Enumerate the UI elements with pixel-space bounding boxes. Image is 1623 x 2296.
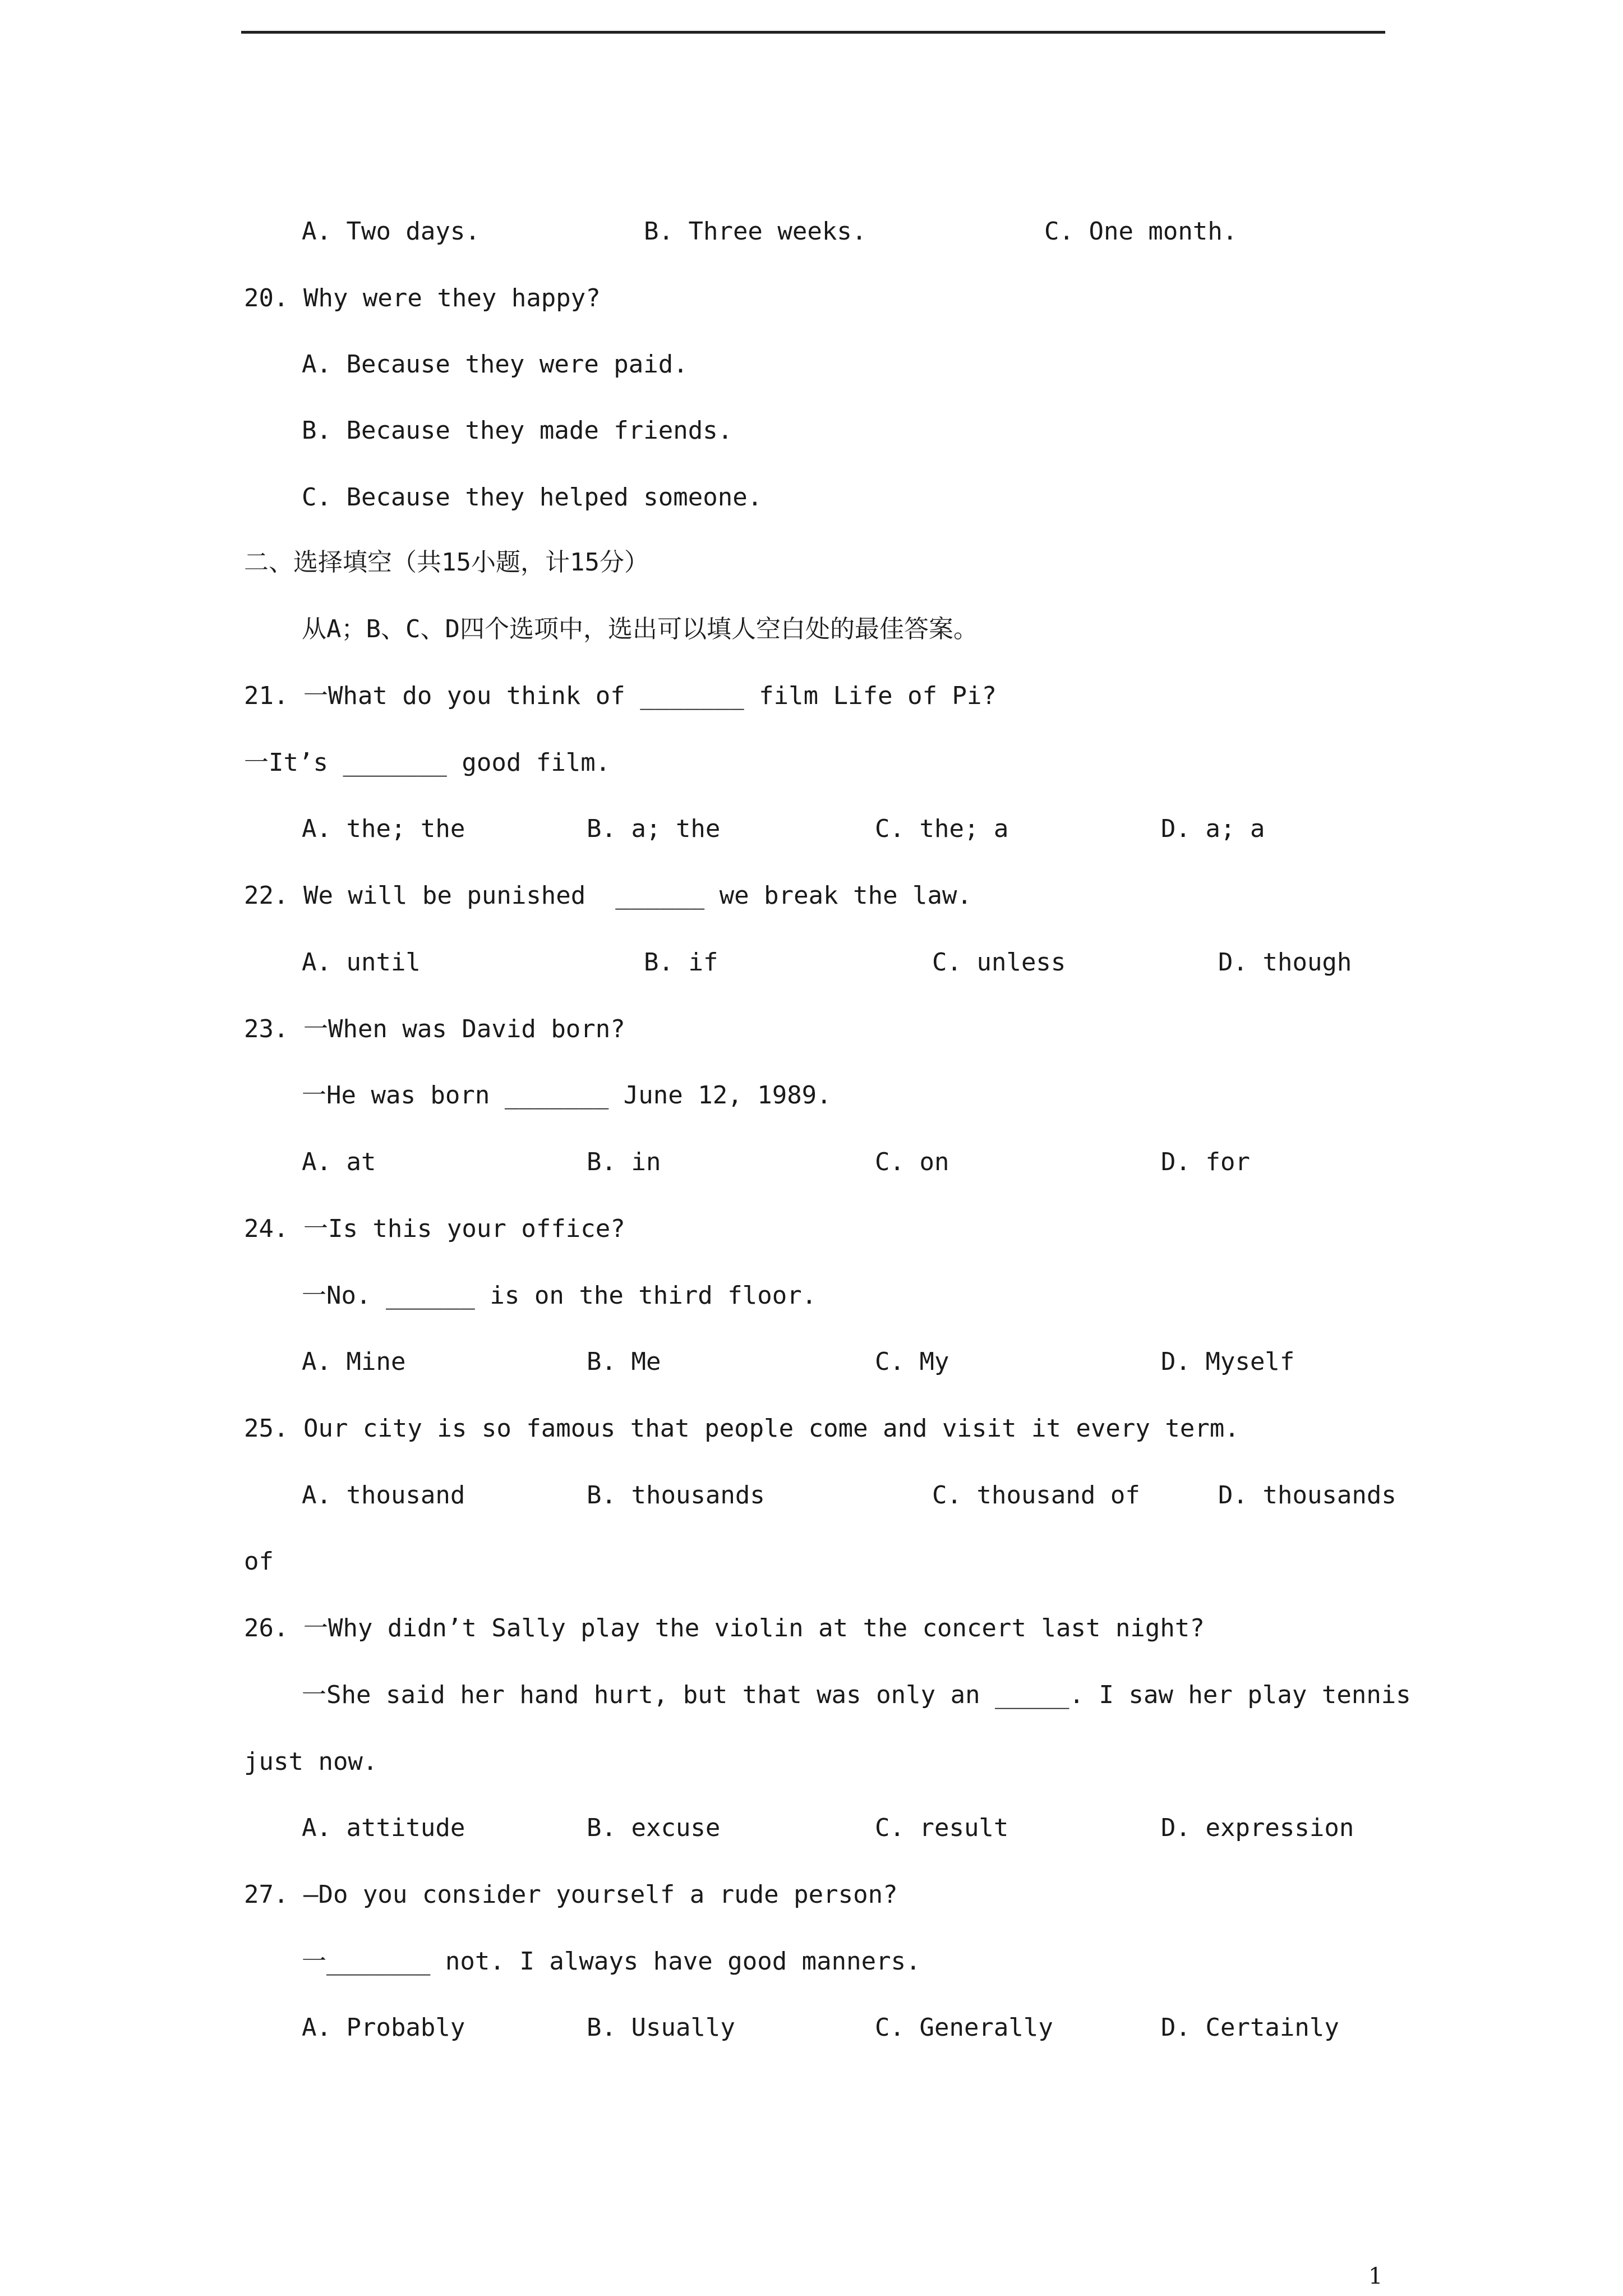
q24-option-c: C. My	[875, 1347, 949, 1376]
section-instruction: 从A；B、C、D四个选项中，选出可以填人空白处的最佳答案。	[302, 615, 978, 643]
q23-stem: 23. 一When was David born?	[244, 1015, 625, 1043]
q27-option-c: C. Generally	[875, 2013, 1053, 2042]
q23-option-c: C. on	[875, 1148, 949, 1176]
q26-option-c: C. result	[875, 1814, 1009, 1842]
q21-option-b: B. a; the	[587, 815, 721, 843]
section-heading: 二、选择填空（共15小题，计15分）	[244, 548, 649, 577]
q24-line2: 一No. ______ is on the third floor.	[302, 1281, 817, 1310]
q25-option-d: D. thousands	[1218, 1481, 1396, 1510]
q20-stem: 20. Why were they happy?	[244, 284, 601, 312]
q27-option-a: A. Probably	[302, 2013, 465, 2042]
q22-options	[0, 943, 1352, 982]
q21-options	[0, 809, 1265, 849]
q26-stem: 26. 一Why didn’t Sally play the violin at the concert last night?	[244, 1614, 1205, 1642]
q22-option-b: B. if	[644, 948, 718, 977]
q27-option-b: B. Usually	[587, 2013, 735, 2042]
q21-option-a: A. the; the	[302, 815, 465, 843]
q27-line2: 一_______ not. I always have good manners.	[302, 1947, 921, 1976]
q21-option-c: C. the; a	[875, 815, 1009, 843]
q26-option-b: B. excuse	[587, 1814, 721, 1842]
q20-option-b: B. Because they made friends.	[302, 416, 733, 445]
q27-stem: 27. —Do you consider yourself a rude person?	[244, 1880, 898, 1909]
q22-option-a: A. until	[302, 948, 421, 977]
q24-option-d: D. Myself	[1161, 1347, 1295, 1376]
q24-options	[0, 1342, 1295, 1382]
q21-stem: 21. 一What do you think of _______ film Life of Pi?	[244, 682, 997, 710]
q19-option-c: C. One month.	[1044, 217, 1238, 246]
q23-line2: 一He was born _______ June 12, 1989.	[302, 1081, 832, 1110]
q22-stem: 22. We will be punished ______ we break the law.	[244, 881, 972, 910]
q24-option-a: A. Mine	[302, 1347, 406, 1376]
q22-option-d: D. though	[1218, 948, 1352, 977]
q23-options	[0, 1143, 1250, 1182]
q26-options	[0, 1809, 1354, 1848]
q26-line3: just now.	[244, 1747, 378, 1776]
q26-option-a: A. attitude	[302, 1814, 465, 1842]
q23-option-d: D. for	[1161, 1148, 1250, 1176]
q26-option-d: D. expression	[1161, 1814, 1354, 1842]
q21-option-d: D. a; a	[1161, 815, 1265, 843]
q25-option-d-wrap: of	[244, 1547, 274, 1576]
q27-option-d: D. Certainly	[1161, 2013, 1339, 2042]
q25-stem: 25. Our city is so famous that people come and visit it every term.	[244, 1414, 1239, 1443]
q19-option-a: A. Two days.	[302, 217, 480, 246]
q23-option-b: B. in	[587, 1148, 661, 1176]
q20-option-a: A. Because they were paid.	[302, 350, 688, 379]
q27-options	[0, 2008, 1339, 2047]
q22-option-c: C. unless	[932, 948, 1066, 977]
q24-option-b: B. Me	[587, 1347, 661, 1376]
q23-option-a: A. at	[302, 1148, 376, 1176]
q21-line2: 一It’s _______ good film.	[244, 748, 611, 777]
q25-option-b: B. thousands	[587, 1481, 765, 1510]
page-number: 1	[1368, 2263, 1383, 2289]
q25-option-a: A. thousand	[302, 1481, 465, 1510]
q24-stem: 24. 一Is this your office?	[244, 1214, 625, 1243]
q20-option-c: C. Because they helped someone.	[302, 483, 763, 512]
q26-line2: 一She said her hand hurt, but that was only an _____. I saw her play tennis	[302, 1681, 1411, 1709]
q19-option-b: B. Three weeks.	[644, 217, 867, 246]
q19-options	[0, 212, 1238, 251]
header-rule	[241, 31, 1385, 34]
q25-option-c: C. thousand of	[932, 1481, 1140, 1510]
q25-options	[0, 1476, 1396, 1515]
